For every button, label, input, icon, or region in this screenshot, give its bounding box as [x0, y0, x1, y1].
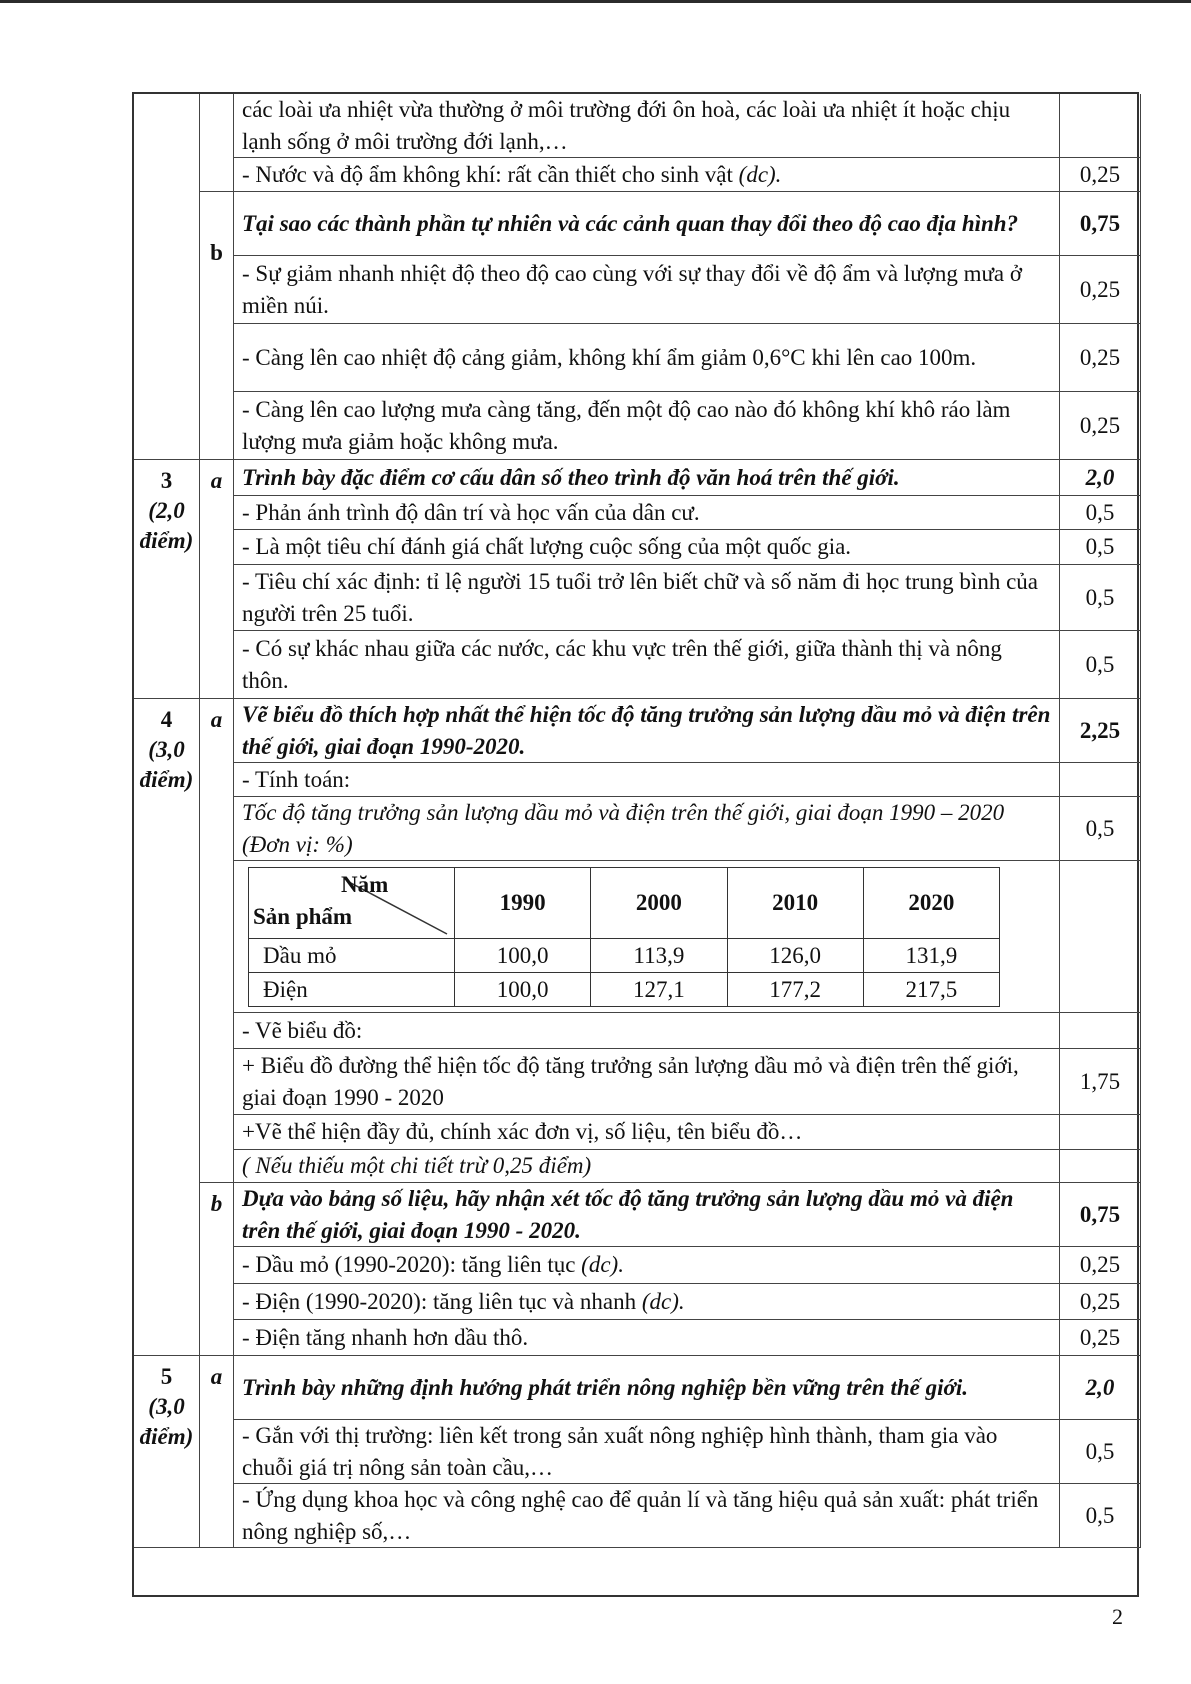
- growth-table-header-row: [249, 868, 1000, 939]
- score-cell: [1060, 94, 1141, 158]
- score-cell: 1,75: [1060, 1049, 1141, 1115]
- diagonal-header-cell: [249, 868, 455, 939]
- score-cell: [1060, 1150, 1141, 1183]
- question-3-points: (2,0 điểm): [139, 498, 194, 553]
- question-prompt: Trình bày đặc điểm cơ cấu dân số theo trình độ văn hoá trên thế giới.: [234, 460, 1060, 496]
- table-value: 127,1: [591, 973, 727, 1007]
- part-4b-cell: [200, 1183, 234, 1356]
- answer-text: - Là một tiêu chí đánh giá chất lượng cuộc sống của một quốc gia.: [234, 530, 1060, 565]
- product-name: Điện: [249, 973, 455, 1007]
- table-caption: Tốc độ tăng trưởng sản lượng dầu mỏ và điện trên thế giới, giai đoạn 1990 – 2020 (Đơn vị: %): [234, 797, 1060, 861]
- score-cell: 0,25: [1060, 256, 1141, 324]
- score-cell: 0,5: [1060, 496, 1141, 530]
- table-value: 100,0: [455, 973, 591, 1007]
- part-4a-cell: [200, 699, 234, 1183]
- score-cell: 0,5: [1060, 1484, 1141, 1548]
- table-value: 177,2: [727, 973, 863, 1007]
- answer-note: (dc).: [581, 1252, 624, 1277]
- score-cell: [1060, 861, 1141, 1013]
- question-cell-continued: [134, 94, 200, 460]
- question-5-cell: [134, 1356, 200, 1548]
- answer-line: - Điện (1990-2020): tăng liên tục và nhanh: [242, 1288, 637, 1314]
- answer-line: - Dầu mỏ (1990-2020): tăng liên tục: [242, 1252, 576, 1277]
- answer-text: + Biểu đồ đường thể hiện tốc độ tăng trưởng sản lượng dầu mỏ và điện trên thế giới, giai đoạn 1990 - 2020: [234, 1049, 1060, 1115]
- answer-text: - Có sự khác nhau giữa các nước, các khu vực trên thế giới, giữa thành thị và nông thôn.: [234, 631, 1060, 699]
- part-a-label: a: [210, 468, 223, 493]
- score-cell: 2,25: [1060, 699, 1141, 763]
- score-cell: 0,75: [1060, 1183, 1141, 1247]
- answer-text: - Phản ánh trình độ dân trí và học vấn của dân cư.: [234, 496, 1060, 530]
- score-cell: 0,25: [1060, 1247, 1141, 1284]
- part-b-label: b: [210, 240, 223, 265]
- question-prompt: Dựa vào bảng số liệu, hãy nhận xét tốc độ tăng trưởng sản lượng dầu mỏ và điện trên thế giới, giai đoạn 1990 - 2020.: [234, 1183, 1060, 1247]
- question-3-cell: [134, 460, 200, 699]
- score-cell: 0,5: [1060, 631, 1141, 699]
- question-4-number: 4: [160, 707, 173, 732]
- score-cell: 0,5: [1060, 530, 1141, 565]
- page-top-border: [0, 0, 1191, 3]
- header-product-label: Sản phẩm: [253, 904, 353, 929]
- answer-text: [234, 1284, 1060, 1320]
- answer-text: - Gắn với thị trường: liên kết trong sản xuất nông nghiệp hình thành, tham gia vào chuỗi giá trị nông sản toàn cầu,…: [234, 1420, 1060, 1484]
- score-cell: 0,25: [1060, 392, 1141, 460]
- answer-text: [234, 158, 1060, 192]
- score-cell: 0,5: [1060, 565, 1141, 631]
- header-year-label: Năm: [341, 872, 389, 897]
- table-value: 217,5: [863, 973, 999, 1007]
- growth-rate-table: [248, 867, 1000, 1007]
- part-a-label: a: [210, 1364, 223, 1389]
- score-cell: 0,5: [1060, 797, 1141, 861]
- table-value: 100,0: [455, 939, 591, 973]
- part-3a-cell: [200, 460, 234, 699]
- answer-text: - Tiêu chí xác định: tỉ lệ người 15 tuổi trở lên biết chữ và số năm đi học trung bình của người trên 25 tuổi.: [234, 565, 1060, 631]
- score-cell: 0,5: [1060, 1420, 1141, 1484]
- question-4-cell: [134, 699, 200, 1356]
- score-cell: [1060, 763, 1141, 797]
- answer-text: [234, 1247, 1060, 1284]
- question-5-points: (3,0 điểm): [139, 1394, 194, 1449]
- year-header: 2000: [591, 868, 727, 939]
- answer-text: - Điện tăng nhanh hơn dầu thô.: [234, 1320, 1060, 1356]
- question-prompt: Vẽ biểu đồ thích hợp nhất thể hiện tốc độ tăng trưởng sản lượng dầu mỏ và điện trên thế giới, giai đoạn 1990-2020.: [234, 699, 1060, 763]
- answer-note: (dc).: [641, 1288, 685, 1314]
- answer-text: +Vẽ thể hiện đầy đủ, chính xác đơn vị, số liệu, tên biểu đồ…: [234, 1115, 1060, 1150]
- table-value: 126,0: [727, 939, 863, 973]
- answer-text: - Ứng dụng khoa học và công nghệ cao để quản lí và tăng hiệu quả sản xuất: phát triển nông nghiệp số,…: [234, 1484, 1060, 1548]
- question-4-points: (3,0 điểm): [139, 737, 194, 792]
- question-5-number: 5: [160, 1364, 173, 1389]
- growth-table-cell: [234, 861, 1060, 1013]
- score-cell: 0,25: [1060, 158, 1141, 192]
- score-cell: 2,0: [1060, 1356, 1141, 1420]
- year-header: 1990: [455, 868, 591, 939]
- deduction-note: ( Nếu thiếu một chi tiết trừ 0,25 điểm): [234, 1150, 1060, 1183]
- score-cell: 0,25: [1060, 324, 1141, 392]
- question-3-number: 3: [160, 468, 173, 493]
- product-name: Dầu mỏ: [249, 939, 455, 973]
- year-header: 2010: [727, 868, 863, 939]
- part-a-label: a: [210, 707, 223, 732]
- question-prompt: Trình bày những định hướng phát triển nông nghiệp bền vững trên thế giới.: [234, 1356, 1060, 1420]
- table-row: [249, 939, 1000, 973]
- part-b-cell: [200, 192, 234, 460]
- answer-text: - Sự giảm nhanh nhiệt độ theo độ cao cùng với sự thay đổi về độ ẩm và lượng mưa ở miền núi.: [234, 256, 1060, 324]
- score-cell: 2,0: [1060, 460, 1141, 496]
- answer-note: (dc).: [738, 161, 782, 187]
- table-row: [249, 973, 1000, 1007]
- table-value: 113,9: [591, 939, 727, 973]
- answer-text: - Càng lên cao lượng mưa càng tăng, đến một độ cao nào đó không khí khô ráo làm lượng mưa giảm hoặc không mưa.: [234, 392, 1060, 460]
- score-cell: 0,25: [1060, 1284, 1141, 1320]
- question-prompt: Tại sao các thành phần tự nhiên và các cảnh quan thay đổi theo độ cao địa hình?: [234, 192, 1060, 256]
- score-cell: 0,75: [1060, 192, 1141, 256]
- table-value: 131,9: [863, 939, 999, 973]
- answer-text: - Tính toán:: [234, 763, 1060, 797]
- page-number: 2: [1112, 1604, 1123, 1629]
- score-cell: [1060, 1013, 1141, 1049]
- part-b-label: b: [210, 1191, 223, 1216]
- part-cell-continued: [200, 94, 234, 192]
- part-5a-cell: [200, 1356, 234, 1548]
- answer-text: các loài ưa nhiệt vừa thường ở môi trường đới ôn hoà, các loài ưa nhiệt ít hoặc chịu lạnh sống ở môi trường đới lạnh,…: [234, 94, 1060, 158]
- answer-text: - Càng lên cao nhiệt độ cảng giảm, không khí ẩm giảm 0,6°C khi lên cao 100m.: [234, 324, 1060, 392]
- score-cell: [1060, 1115, 1141, 1150]
- answer-text: - Vẽ biểu đồ:: [234, 1013, 1060, 1049]
- answer-line: - Nước và độ ẩm không khí: rất cần thiết cho sinh vật: [242, 161, 733, 187]
- year-header: 2020: [863, 868, 999, 939]
- answer-key-table: [132, 92, 1139, 1597]
- score-cell: 0,25: [1060, 1320, 1141, 1356]
